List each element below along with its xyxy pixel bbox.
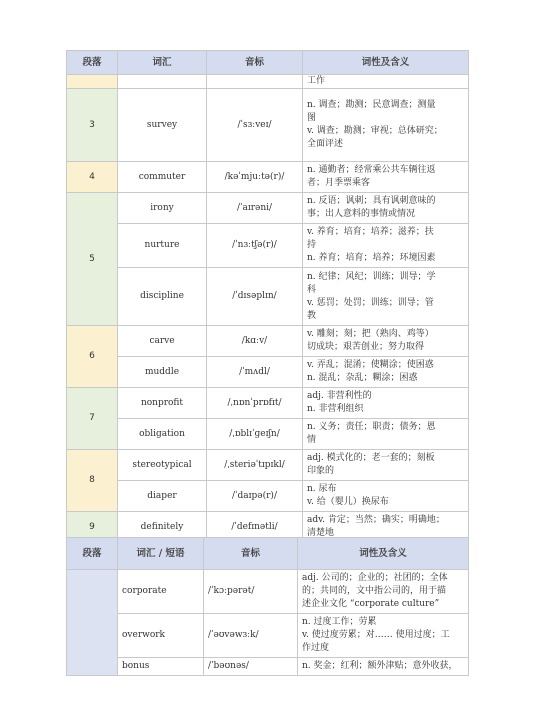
- meaning-cell: n. 过度工作；劳累 v. 使过度劳累；对…… 使用过度；工 作过度: [298, 614, 469, 658]
- word-cell: [118, 75, 207, 89]
- table-header-row: [67, 51, 469, 75]
- paragraph-cell: 9: [67, 512, 118, 543]
- paragraph-cell: [67, 570, 118, 676]
- header-phonetic: 音标: [207, 51, 303, 75]
- word-cell: commuter: [118, 162, 207, 193]
- phonetic-cell: /ˈkɔːpərət/: [204, 570, 298, 614]
- paragraph-cell: 7: [67, 388, 118, 450]
- phonetic-cell: /kɑːv/: [207, 326, 303, 357]
- header-phonetic: 音标: [204, 538, 298, 570]
- header-paragraph: 段落: [67, 538, 118, 570]
- word-cell: overwork: [118, 614, 204, 658]
- phonetic-cell: /ˌnɒnˈprɒfɪt/: [207, 388, 303, 419]
- phonetic-cell: /ˈsɜːveɪ/: [207, 89, 303, 162]
- table-row: [67, 614, 469, 658]
- meaning-cell: n. 反语；讽刺；具有讽刺意味的 事；出人意料的事情或情况: [303, 193, 469, 224]
- word-cell: stereotypical: [118, 450, 207, 481]
- meaning-cell: v. 雕刻；刻；把（熟肉、鸡等） 切成块；艰苦创业；努力取得: [303, 326, 469, 357]
- meaning-cell: 工作: [303, 75, 469, 89]
- meaning-cell: adv. 肯定；当然；确实；明确地； 清楚地: [303, 512, 469, 543]
- header-word-phrase: 词汇 / 短语: [118, 538, 204, 570]
- table-row: [67, 388, 469, 419]
- phonetic-cell: /ˈmʌdl/: [207, 357, 303, 388]
- table-row: [67, 89, 469, 162]
- phonetic-cell: /ˌɒblɪˈɡeɪʃn/: [207, 419, 303, 450]
- word-cell: discipline: [118, 268, 207, 326]
- paragraph-cell: 3: [67, 89, 118, 162]
- meaning-cell: n. 通勤者；经常乘公共车辆往返 者；月季票乘客: [303, 162, 469, 193]
- phonetic-cell: /ˈdefɪnətli/: [207, 512, 303, 543]
- meaning-cell: v. 养育；培育；培养；滋养；扶 持 n. 养育；培育；培养；环境因素: [303, 224, 469, 268]
- header-meaning: 词性及含义: [298, 538, 469, 570]
- word-cell: carve: [118, 326, 207, 357]
- table-row: [67, 419, 469, 450]
- table-row: [67, 268, 469, 326]
- vocab-table-2: [66, 537, 469, 676]
- phonetic-cell: /ˈdɪsəplɪn/: [207, 268, 303, 326]
- table-row: [67, 658, 469, 676]
- meaning-cell: n. 奖金；红利；额外津贴；意外收获，: [298, 658, 469, 676]
- word-cell: nurture: [118, 224, 207, 268]
- word-cell: definitely: [118, 512, 207, 543]
- table-row: [67, 326, 469, 357]
- phonetic-cell: /ˈnɜːtʃə(r)/: [207, 224, 303, 268]
- phonetic-cell: /ˌsteriəˈtɪpɪkl/: [207, 450, 303, 481]
- phonetic-cell: /ˈdaɪpə(r)/: [207, 481, 303, 512]
- paragraph-cell: 5: [67, 193, 118, 326]
- word-cell: irony: [118, 193, 207, 224]
- table-header-row: [67, 538, 469, 570]
- meaning-cell: adj. 非营利性的 n. 非营利组织: [303, 388, 469, 419]
- phonetic-cell: /ˈbəʊnəs/: [204, 658, 298, 676]
- table-row: [67, 570, 469, 614]
- table-row: [67, 75, 469, 89]
- word-cell: muddle: [118, 357, 207, 388]
- phonetic-cell: [207, 75, 303, 89]
- phonetic-cell: /ˈəʊvəwɜːk/: [204, 614, 298, 658]
- word-cell: corporate: [118, 570, 204, 614]
- table-row: [67, 357, 469, 388]
- paragraph-cell: 4: [67, 162, 118, 193]
- meaning-cell: n. 尿布 v. 给（婴儿）换尿布: [303, 481, 469, 512]
- phonetic-cell: /kəˈmjuːtə(r)/: [207, 162, 303, 193]
- meaning-cell: n. 纪律；风纪；训练；训导；学 科 v. 惩罚；处罚；训练；训导；管 教: [303, 268, 469, 326]
- table-row: [67, 450, 469, 481]
- header-word: 词汇: [118, 51, 207, 75]
- meaning-cell: adj. 公司的；企业的；社团的；全体 的；共同的，文中指公司的，用于描 述企业文化 “corporate culture”: [298, 570, 469, 614]
- table-row: [67, 481, 469, 512]
- phonetic-cell: /ˈaɪrəni/: [207, 193, 303, 224]
- table-row: [67, 224, 469, 268]
- word-cell: survey: [118, 89, 207, 162]
- word-cell: obligation: [118, 419, 207, 450]
- meaning-cell: v. 弄乱；混淆；使糊涂；使困惑 n. 混乱；杂乱；糊涂；困惑: [303, 357, 469, 388]
- word-cell: diaper: [118, 481, 207, 512]
- vocab-table-1: [66, 50, 469, 543]
- table-row: [67, 193, 469, 224]
- meaning-cell: n. 调查；勘测；民意调查；测量 图 v. 调查；勘测；审视；总体研究； 全面评述: [303, 89, 469, 162]
- header-paragraph: 段落: [67, 51, 118, 75]
- word-cell: nonprofit: [118, 388, 207, 419]
- paragraph-cell: 8: [67, 450, 118, 512]
- table-row: [67, 162, 469, 193]
- word-cell: bonus: [118, 658, 204, 676]
- meaning-cell: adj. 模式化的；老一套的；刻板 印象的: [303, 450, 469, 481]
- paragraph-cell: [67, 75, 118, 89]
- paragraph-cell: 6: [67, 326, 118, 388]
- meaning-cell: n. 义务；责任；职责；债务；恩 情: [303, 419, 469, 450]
- header-meaning: 词性及含义: [303, 51, 469, 75]
